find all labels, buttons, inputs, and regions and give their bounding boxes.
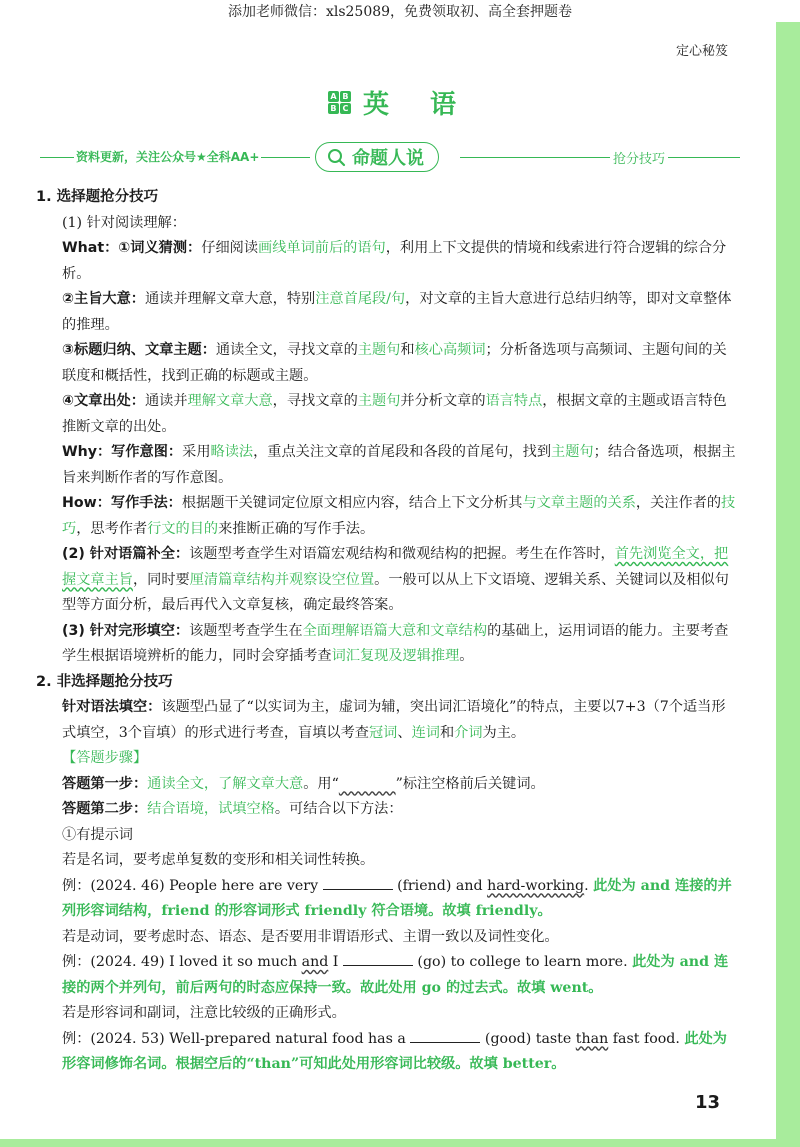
- answer-blank: [323, 889, 393, 890]
- explanation: 此处为形容词修饰名词。根据空后的“than”可知此处用形容词比较级。故填 better。: [62, 1030, 727, 1072]
- highlight: 主题句: [357, 342, 401, 358]
- divider-left-text: 资料更新，关注公众号★全科AA+: [76, 150, 260, 164]
- text: ”标注空格前后关键词。: [395, 775, 545, 792]
- para-grammar: [62, 695, 736, 746]
- magnifier-icon: [326, 147, 346, 167]
- page-title-block: [328, 84, 472, 121]
- example-1: [62, 874, 736, 925]
- text: 。: [459, 648, 474, 664]
- highlight: 厘清篇章结构并观察设空位置: [189, 571, 375, 588]
- highlight: 首先浏览全文，把握文章主旨: [62, 546, 729, 588]
- highlight: 画线单词前后的语句: [258, 240, 386, 256]
- section-2-body: [36, 695, 736, 1078]
- divider-right-text: 抢分技巧: [610, 148, 668, 167]
- text: 该题型考查学生对语篇宏观结构和微观结构的把握。考生在作答时，: [189, 546, 615, 562]
- section-number: 2.: [36, 673, 52, 690]
- text: I: [328, 954, 343, 970]
- title-area: [0, 84, 800, 121]
- highlight: 结合语境，试填空格: [147, 801, 275, 817]
- text: 该题型考查学生在: [189, 622, 303, 639]
- marked-word: hard-working: [487, 877, 585, 894]
- explanation: 此处为 and 连接的并列形容词结构，friend 的形容词形式 friendly 符合语境。故填 friendly。: [62, 877, 732, 919]
- right-margin-strip: [776, 22, 800, 1147]
- section-number: 1.: [36, 189, 52, 205]
- divider-center-pill: [315, 142, 439, 172]
- text: 通读并: [144, 393, 188, 409]
- verb-rule: 若是动词，要考虑时态、语态、是否要用非谓语形式、主谓一致以及词性变化。: [62, 928, 559, 945]
- label: (2) 针对语篇补全：: [62, 546, 190, 562]
- explanation: 此处为 and 连接的两个并列句，前后两句的时态应保持一致。故此处用 go 的过去式。故填 went。: [62, 954, 729, 996]
- label: What：①词义猜测：: [62, 240, 202, 256]
- section-1-body: [36, 211, 736, 670]
- text: 仔细阅读: [201, 240, 259, 256]
- step-1: [62, 772, 736, 798]
- answer-blank: [410, 1042, 480, 1043]
- icon-letter: B: [340, 91, 351, 102]
- marked-word: and: [301, 954, 329, 970]
- text: ，利用上下文提供的情境和线索进行符合逻辑的综合分析。: [62, 240, 727, 282]
- text: ，同时要: [132, 571, 190, 588]
- icon-letter: B: [328, 103, 339, 114]
- highlight: 连词: [411, 724, 440, 741]
- label: 答题第二步：: [62, 801, 148, 817]
- label: 针对语法填空：: [62, 699, 162, 715]
- icon-letter: C: [340, 103, 351, 114]
- label: ③标题归纳、文章主题：: [62, 342, 216, 358]
- step-2: [62, 797, 736, 823]
- example-2: [62, 950, 736, 1001]
- divider-line-right: [460, 157, 740, 158]
- page-title: 英 语: [362, 90, 473, 120]
- text: ；分析备选项与高频词、主题句间的关联度和概括性，找到正确的标题或主题。: [62, 342, 727, 384]
- label: ④文章出处：: [62, 393, 145, 409]
- text: 例：(2024. 53) Well-prepared natural food has a: [62, 1030, 411, 1047]
- answer-blank: [343, 965, 413, 966]
- subhead-reading: (1) 针对阅读理解：: [62, 214, 186, 231]
- highlight: 核心高频词: [414, 342, 486, 358]
- label: Why：写作意图：: [62, 444, 183, 460]
- hint-heading: ①有提示词: [62, 826, 133, 843]
- highlight: 主题句: [551, 444, 594, 460]
- highlight: 通读全文，了解文章大意: [147, 775, 304, 792]
- main-content: [36, 185, 736, 1078]
- label: How：写作手法：: [62, 495, 182, 511]
- text: 并分析文章的: [400, 393, 486, 409]
- top-banner: 添加老师微信：xls25089，免费领取初、高全套押题卷: [227, 4, 573, 20]
- highlight: 介词: [454, 724, 483, 741]
- highlight: 理解文章大意: [187, 393, 273, 409]
- text: 通读并理解文章大意，特别: [144, 291, 316, 307]
- para-what: [62, 236, 736, 287]
- example-3: [62, 1027, 736, 1078]
- para-title: [62, 338, 736, 389]
- highlight: 词汇复现及逻辑推理: [331, 648, 460, 664]
- text: 和: [400, 342, 415, 358]
- text: (good) taste: [480, 1030, 576, 1047]
- text: ；结合备选项，根据主旨来判断作者的写作意图。: [62, 444, 736, 486]
- highlight: 主题句: [357, 393, 401, 409]
- section-title: 非选择题抢分技巧: [56, 673, 173, 690]
- noun-rule: 若是名词，要考虑单复数的变形和相关词性转换。: [62, 852, 375, 868]
- para-main-idea: [62, 287, 736, 338]
- text: .: [584, 877, 594, 894]
- highlight: 略读法: [210, 444, 254, 460]
- text: 。用“: [303, 775, 339, 792]
- text: (friend) and: [392, 877, 488, 894]
- text: 的基础上，运用词语的能力。主要考查学生根据语境辨析的能力，同时会穿插考查: [62, 622, 729, 664]
- marked-word: than: [575, 1030, 609, 1047]
- icon-letter: A: [328, 91, 339, 102]
- highlight: 语言特点: [485, 393, 543, 409]
- highlight: 全面理解语篇大意和文章结构: [302, 622, 488, 639]
- divider-center-text: 命题人说: [352, 148, 424, 169]
- text: 通读全文，寻找文章的: [215, 342, 358, 358]
- para-dialogue: [62, 542, 736, 619]
- text: 、: [397, 724, 412, 741]
- wavy-mark-sample: [339, 776, 396, 792]
- text: 。一般可以从上下文语境、逻辑关系、关键词以及相似句型等方面分析，最后再代入文章复核，确定最终答案。: [62, 571, 729, 613]
- text: ，寻找文章的: [272, 393, 358, 409]
- para-why: [62, 440, 736, 491]
- text: 根据题干关键词定位原文相应内容，结合上下文分析其: [181, 495, 523, 511]
- text: 采用: [182, 444, 211, 460]
- highlight: 与文章主题的关系: [522, 495, 636, 511]
- highlight: 注意首尾段/句: [315, 291, 406, 307]
- abc-blocks-icon: [328, 91, 351, 114]
- section-divider: [40, 140, 740, 174]
- para-how: [62, 491, 736, 542]
- text: ，思考作者: [76, 520, 148, 537]
- para-source: [62, 389, 736, 440]
- corner-label: 定心秘笈: [675, 44, 728, 59]
- text: fast food.: [608, 1030, 685, 1047]
- label: 答题第一步：: [62, 775, 148, 792]
- para-cloze: [62, 619, 736, 670]
- label: ②主旨大意：: [62, 291, 145, 307]
- steps-tag: 【答题步骤】: [62, 750, 148, 766]
- text: 来推断正确的写作手法。: [218, 520, 375, 537]
- text: ，关注作者的: [635, 495, 722, 511]
- text: ，根据文章的主题或语言特色推断文章的出处。: [62, 393, 727, 435]
- text: 。可结合以下方法：: [274, 801, 403, 817]
- bottom-margin-strip: [0, 1139, 800, 1147]
- page-number: 13: [694, 1092, 720, 1113]
- label: (3) 针对完形填空：: [62, 622, 190, 639]
- adj-rule: 若是形容词和副词，注意比较级的正确形式。: [62, 1005, 346, 1021]
- text: 例：(2024. 49) I loved it so much: [62, 954, 302, 970]
- section-heading-1: [36, 185, 736, 211]
- section-title: 选择题抢分技巧: [56, 189, 159, 205]
- highlight: 冠词: [368, 724, 398, 741]
- text: 和: [439, 724, 455, 741]
- text: 为主。: [482, 724, 526, 741]
- text: ，对文章的主旨大意进行总结归纳等，即对文章整体的推理。: [62, 291, 732, 333]
- text: (go) to college to learn more.: [412, 954, 633, 970]
- text: ，重点关注文章的首尾段和各段的首尾句，找到: [253, 444, 552, 460]
- text: 该题型凸显了“以实词为主，虚词为辅，突出词汇语境化”的特点，主要以7+3（7个适当形式填空，3个盲填）的形式进行考查，盲填以考查: [62, 699, 726, 741]
- text: 例：(2024. 46) People here are very: [62, 877, 323, 894]
- section-heading-2: [36, 670, 736, 696]
- highlight: 行文的目的: [147, 520, 219, 537]
- highlight: 技巧: [62, 495, 736, 537]
